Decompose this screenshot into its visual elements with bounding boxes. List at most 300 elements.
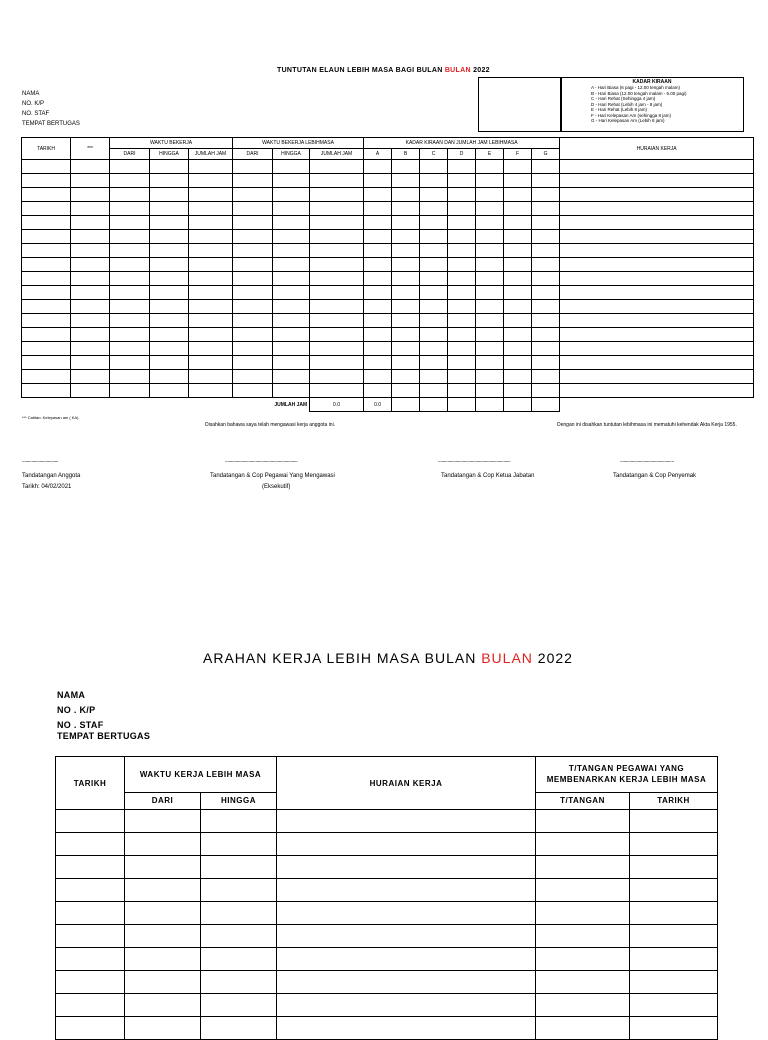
claim-cell[interactable]: [233, 356, 273, 370]
claim-cell[interactable]: [273, 258, 310, 272]
claim-cell[interactable]: [22, 328, 71, 342]
claim-cell[interactable]: [110, 286, 150, 300]
claim-cell[interactable]: [476, 328, 504, 342]
claim-cell[interactable]: [273, 342, 310, 356]
claim-cell[interactable]: [420, 370, 448, 384]
claim-cell[interactable]: [560, 328, 754, 342]
claim-cell[interactable]: [189, 174, 233, 188]
claim-cell[interactable]: [532, 272, 560, 286]
claim-cell[interactable]: [448, 202, 476, 216]
claim-cell[interactable]: [532, 230, 560, 244]
claim-cell[interactable]: [560, 286, 754, 300]
order-cell[interactable]: [277, 925, 536, 948]
order-cell[interactable]: [277, 948, 536, 971]
claim-cell[interactable]: [110, 384, 150, 398]
claim-cell[interactable]: [189, 160, 233, 174]
claim-cell[interactable]: [420, 384, 448, 398]
order-cell[interactable]: [56, 879, 125, 902]
claim-cell[interactable]: [560, 384, 754, 398]
claim-cell[interactable]: [150, 314, 189, 328]
claim-cell[interactable]: [22, 370, 71, 384]
claim-cell[interactable]: [504, 174, 532, 188]
claim-cell[interactable]: [22, 286, 71, 300]
claim-cell[interactable]: [310, 328, 364, 342]
claim-cell[interactable]: [420, 160, 448, 174]
order-cell[interactable]: [56, 902, 125, 925]
claim-cell[interactable]: [71, 272, 110, 286]
claim-cell[interactable]: [273, 188, 310, 202]
claim-cell[interactable]: [476, 286, 504, 300]
claim-cell[interactable]: [189, 230, 233, 244]
claim-cell[interactable]: [448, 160, 476, 174]
claim-cell[interactable]: [504, 300, 532, 314]
claim-cell[interactable]: [150, 300, 189, 314]
claim-cell[interactable]: [560, 370, 754, 384]
claim-cell[interactable]: [110, 160, 150, 174]
claim-cell[interactable]: [420, 272, 448, 286]
claim-cell[interactable]: [273, 244, 310, 258]
claim-cell[interactable]: [189, 258, 233, 272]
claim-cell[interactable]: [392, 216, 420, 230]
order-cell[interactable]: [125, 994, 201, 1017]
order-cell[interactable]: [201, 948, 277, 971]
claim-cell[interactable]: [504, 356, 532, 370]
claim-cell[interactable]: [364, 384, 392, 398]
claim-cell[interactable]: [273, 370, 310, 384]
order-cell[interactable]: [56, 833, 125, 856]
claim-cell[interactable]: [22, 314, 71, 328]
claim-cell[interactable]: [71, 328, 110, 342]
claim-cell[interactable]: [233, 300, 273, 314]
claim-cell[interactable]: [560, 230, 754, 244]
claim-cell[interactable]: [532, 342, 560, 356]
claim-cell[interactable]: [476, 300, 504, 314]
claim-cell[interactable]: [22, 384, 71, 398]
claim-cell[interactable]: [310, 314, 364, 328]
claim-cell[interactable]: [532, 216, 560, 230]
claim-cell[interactable]: [560, 188, 754, 202]
claim-cell[interactable]: [448, 272, 476, 286]
claim-cell[interactable]: [310, 258, 364, 272]
claim-cell[interactable]: [273, 272, 310, 286]
claim-cell[interactable]: [448, 286, 476, 300]
claim-cell[interactable]: [110, 244, 150, 258]
claim-cell[interactable]: [150, 286, 189, 300]
order-cell[interactable]: [536, 833, 630, 856]
claim-cell[interactable]: [532, 202, 560, 216]
claim-cell[interactable]: [310, 300, 364, 314]
order-cell[interactable]: [536, 1017, 630, 1040]
claim-cell[interactable]: [392, 328, 420, 342]
claim-cell[interactable]: [364, 356, 392, 370]
claim-cell[interactable]: [364, 202, 392, 216]
claim-cell[interactable]: [420, 188, 448, 202]
claim-cell[interactable]: [504, 272, 532, 286]
claim-cell[interactable]: [476, 202, 504, 216]
claim-cell[interactable]: [476, 370, 504, 384]
claim-cell[interactable]: [364, 328, 392, 342]
claim-cell[interactable]: [448, 174, 476, 188]
claim-cell[interactable]: [420, 314, 448, 328]
claim-cell[interactable]: [532, 384, 560, 398]
claim-cell[interactable]: [364, 342, 392, 356]
order-cell[interactable]: [536, 902, 630, 925]
order-cell[interactable]: [536, 971, 630, 994]
claim-cell[interactable]: [189, 244, 233, 258]
order-cell[interactable]: [630, 902, 718, 925]
claim-cell[interactable]: [560, 244, 754, 258]
claim-cell[interactable]: [71, 384, 110, 398]
claim-cell[interactable]: [233, 244, 273, 258]
claim-cell[interactable]: [504, 244, 532, 258]
order-cell[interactable]: [201, 856, 277, 879]
claim-cell[interactable]: [150, 174, 189, 188]
claim-cell[interactable]: [364, 230, 392, 244]
order-cell[interactable]: [536, 810, 630, 833]
claim-cell[interactable]: [22, 300, 71, 314]
claim-cell[interactable]: [22, 230, 71, 244]
claim-cell[interactable]: [310, 188, 364, 202]
order-cell[interactable]: [630, 856, 718, 879]
order-cell[interactable]: [125, 948, 201, 971]
claim-cell[interactable]: [392, 160, 420, 174]
claim-cell[interactable]: [448, 300, 476, 314]
claim-cell[interactable]: [233, 342, 273, 356]
claim-cell[interactable]: [150, 202, 189, 216]
claim-cell[interactable]: [560, 202, 754, 216]
claim-cell[interactable]: [310, 356, 364, 370]
order-cell[interactable]: [125, 902, 201, 925]
claim-cell[interactable]: [310, 230, 364, 244]
order-cell[interactable]: [536, 948, 630, 971]
order-cell[interactable]: [56, 925, 125, 948]
claim-cell[interactable]: [71, 370, 110, 384]
claim-cell[interactable]: [476, 258, 504, 272]
claim-cell[interactable]: [560, 314, 754, 328]
claim-cell[interactable]: [310, 174, 364, 188]
claim-cell[interactable]: [504, 160, 532, 174]
claim-cell[interactable]: [189, 216, 233, 230]
claim-cell[interactable]: [71, 314, 110, 328]
order-cell[interactable]: [56, 994, 125, 1017]
claim-cell[interactable]: [392, 314, 420, 328]
claim-cell[interactable]: [233, 188, 273, 202]
claim-cell[interactable]: [273, 300, 310, 314]
claim-cell[interactable]: [71, 342, 110, 356]
order-cell[interactable]: [56, 971, 125, 994]
order-cell[interactable]: [125, 879, 201, 902]
claim-cell[interactable]: [532, 258, 560, 272]
order-cell[interactable]: [536, 879, 630, 902]
claim-cell[interactable]: [189, 342, 233, 356]
claim-cell[interactable]: [476, 384, 504, 398]
claim-cell[interactable]: [392, 258, 420, 272]
claim-cell[interactable]: [420, 328, 448, 342]
claim-cell[interactable]: [448, 230, 476, 244]
claim-cell[interactable]: [560, 216, 754, 230]
claim-cell[interactable]: [189, 356, 233, 370]
claim-cell[interactable]: [532, 160, 560, 174]
claim-cell[interactable]: [273, 328, 310, 342]
order-cell[interactable]: [56, 1017, 125, 1040]
claim-cell[interactable]: [150, 230, 189, 244]
claim-cell[interactable]: [310, 160, 364, 174]
claim-cell[interactable]: [364, 188, 392, 202]
claim-cell[interactable]: [233, 216, 273, 230]
claim-cell[interactable]: [560, 272, 754, 286]
claim-cell[interactable]: [22, 342, 71, 356]
claim-cell[interactable]: [273, 384, 310, 398]
claim-cell[interactable]: [233, 314, 273, 328]
order-cell[interactable]: [201, 1017, 277, 1040]
claim-cell[interactable]: [420, 230, 448, 244]
claim-cell[interactable]: [110, 356, 150, 370]
order-cell[interactable]: [201, 994, 277, 1017]
order-cell[interactable]: [630, 948, 718, 971]
claim-cell[interactable]: [448, 188, 476, 202]
claim-cell[interactable]: [532, 244, 560, 258]
claim-cell[interactable]: [364, 300, 392, 314]
order-cell[interactable]: [56, 856, 125, 879]
order-cell[interactable]: [125, 971, 201, 994]
claim-cell[interactable]: [273, 286, 310, 300]
claim-cell[interactable]: [448, 384, 476, 398]
claim-cell[interactable]: [504, 328, 532, 342]
claim-cell[interactable]: [71, 244, 110, 258]
claim-cell[interactable]: [22, 244, 71, 258]
order-cell[interactable]: [201, 902, 277, 925]
claim-cell[interactable]: [71, 286, 110, 300]
claim-cell[interactable]: [476, 230, 504, 244]
claim-cell[interactable]: [233, 202, 273, 216]
claim-cell[interactable]: [504, 384, 532, 398]
claim-cell[interactable]: [560, 342, 754, 356]
claim-cell[interactable]: [392, 342, 420, 356]
order-cell[interactable]: [536, 994, 630, 1017]
claim-cell[interactable]: [150, 244, 189, 258]
claim-cell[interactable]: [273, 216, 310, 230]
claim-cell[interactable]: [22, 258, 71, 272]
claim-cell[interactable]: [110, 216, 150, 230]
claim-cell[interactable]: [233, 272, 273, 286]
claim-cell[interactable]: [560, 160, 754, 174]
claim-cell[interactable]: [71, 230, 110, 244]
order-cell[interactable]: [125, 810, 201, 833]
claim-cell[interactable]: [310, 286, 364, 300]
claim-cell[interactable]: [420, 244, 448, 258]
claim-cell[interactable]: [532, 300, 560, 314]
order-cell[interactable]: [536, 925, 630, 948]
order-cell[interactable]: [536, 856, 630, 879]
claim-cell[interactable]: [71, 202, 110, 216]
claim-cell[interactable]: [420, 356, 448, 370]
order-cell[interactable]: [277, 902, 536, 925]
claim-cell[interactable]: [189, 272, 233, 286]
claim-cell[interactable]: [420, 216, 448, 230]
claim-cell[interactable]: [233, 286, 273, 300]
claim-cell[interactable]: [310, 384, 364, 398]
claim-cell[interactable]: [150, 328, 189, 342]
claim-cell[interactable]: [532, 356, 560, 370]
claim-cell[interactable]: [110, 328, 150, 342]
claim-cell[interactable]: [420, 258, 448, 272]
order-cell[interactable]: [125, 925, 201, 948]
claim-cell[interactable]: [476, 174, 504, 188]
claim-cell[interactable]: [532, 174, 560, 188]
claim-cell[interactable]: [420, 300, 448, 314]
claim-cell[interactable]: [392, 230, 420, 244]
claim-cell[interactable]: [532, 286, 560, 300]
order-cell[interactable]: [630, 1017, 718, 1040]
claim-cell[interactable]: [310, 216, 364, 230]
claim-cell[interactable]: [273, 356, 310, 370]
claim-cell[interactable]: [310, 244, 364, 258]
claim-cell[interactable]: [420, 174, 448, 188]
claim-cell[interactable]: [189, 328, 233, 342]
claim-cell[interactable]: [22, 188, 71, 202]
claim-cell[interactable]: [504, 202, 532, 216]
order-cell[interactable]: [277, 833, 536, 856]
claim-cell[interactable]: [110, 202, 150, 216]
claim-cell[interactable]: [364, 160, 392, 174]
order-cell[interactable]: [277, 994, 536, 1017]
order-cell[interactable]: [277, 879, 536, 902]
claim-cell[interactable]: [364, 258, 392, 272]
claim-cell[interactable]: [233, 370, 273, 384]
order-cell[interactable]: [277, 971, 536, 994]
order-cell[interactable]: [56, 948, 125, 971]
claim-cell[interactable]: [448, 356, 476, 370]
claim-cell[interactable]: [364, 314, 392, 328]
claim-cell[interactable]: [476, 342, 504, 356]
claim-cell[interactable]: [560, 174, 754, 188]
claim-cell[interactable]: [504, 342, 532, 356]
claim-cell[interactable]: [150, 356, 189, 370]
claim-cell[interactable]: [364, 286, 392, 300]
claim-cell[interactable]: [364, 216, 392, 230]
claim-cell[interactable]: [110, 342, 150, 356]
claim-cell[interactable]: [22, 272, 71, 286]
claim-cell[interactable]: [476, 356, 504, 370]
claim-cell[interactable]: [150, 384, 189, 398]
claim-cell[interactable]: [448, 342, 476, 356]
claim-cell[interactable]: [150, 342, 189, 356]
claim-cell[interactable]: [233, 258, 273, 272]
claim-cell[interactable]: [476, 188, 504, 202]
claim-cell[interactable]: [392, 272, 420, 286]
claim-cell[interactable]: [71, 300, 110, 314]
order-cell[interactable]: [630, 833, 718, 856]
order-cell[interactable]: [630, 810, 718, 833]
claim-cell[interactable]: [273, 202, 310, 216]
claim-cell[interactable]: [273, 230, 310, 244]
claim-cell[interactable]: [150, 272, 189, 286]
claim-cell[interactable]: [392, 286, 420, 300]
order-cell[interactable]: [125, 1017, 201, 1040]
claim-cell[interactable]: [364, 174, 392, 188]
claim-cell[interactable]: [189, 202, 233, 216]
claim-cell[interactable]: [504, 370, 532, 384]
claim-cell[interactable]: [560, 356, 754, 370]
order-cell[interactable]: [630, 994, 718, 1017]
claim-cell[interactable]: [22, 174, 71, 188]
claim-cell[interactable]: [476, 314, 504, 328]
claim-cell[interactable]: [189, 188, 233, 202]
order-cell[interactable]: [630, 971, 718, 994]
claim-cell[interactable]: [392, 300, 420, 314]
claim-cell[interactable]: [71, 160, 110, 174]
claim-cell[interactable]: [476, 160, 504, 174]
order-cell[interactable]: [201, 833, 277, 856]
order-cell[interactable]: [201, 925, 277, 948]
claim-cell[interactable]: [420, 202, 448, 216]
claim-cell[interactable]: [71, 216, 110, 230]
claim-cell[interactable]: [110, 370, 150, 384]
order-cell[interactable]: [630, 925, 718, 948]
order-cell[interactable]: [277, 810, 536, 833]
claim-cell[interactable]: [71, 258, 110, 272]
claim-cell[interactable]: [392, 244, 420, 258]
claim-cell[interactable]: [110, 300, 150, 314]
claim-cell[interactable]: [504, 286, 532, 300]
order-cell[interactable]: [201, 810, 277, 833]
claim-cell[interactable]: [420, 342, 448, 356]
claim-cell[interactable]: [110, 272, 150, 286]
claim-cell[interactable]: [504, 314, 532, 328]
order-cell[interactable]: [125, 833, 201, 856]
claim-cell[interactable]: [233, 174, 273, 188]
order-cell[interactable]: [201, 879, 277, 902]
claim-cell[interactable]: [110, 314, 150, 328]
claim-cell[interactable]: [504, 258, 532, 272]
claim-cell[interactable]: [110, 188, 150, 202]
claim-cell[interactable]: [560, 258, 754, 272]
claim-cell[interactable]: [110, 230, 150, 244]
claim-cell[interactable]: [150, 258, 189, 272]
claim-cell[interactable]: [310, 272, 364, 286]
order-cell[interactable]: [277, 856, 536, 879]
claim-cell[interactable]: [273, 160, 310, 174]
claim-cell[interactable]: [392, 202, 420, 216]
order-cell[interactable]: [630, 879, 718, 902]
claim-cell[interactable]: [71, 188, 110, 202]
claim-cell[interactable]: [233, 230, 273, 244]
claim-cell[interactable]: [392, 356, 420, 370]
claim-cell[interactable]: [420, 286, 448, 300]
claim-cell[interactable]: [448, 370, 476, 384]
claim-cell[interactable]: [150, 370, 189, 384]
claim-cell[interactable]: [392, 384, 420, 398]
claim-cell[interactable]: [476, 272, 504, 286]
claim-cell[interactable]: [150, 160, 189, 174]
claim-cell[interactable]: [392, 370, 420, 384]
claim-cell[interactable]: [448, 216, 476, 230]
claim-cell[interactable]: [364, 272, 392, 286]
claim-cell[interactable]: [273, 314, 310, 328]
claim-cell[interactable]: [364, 370, 392, 384]
claim-cell[interactable]: [448, 328, 476, 342]
claim-cell[interactable]: [560, 300, 754, 314]
claim-cell[interactable]: [189, 384, 233, 398]
claim-cell[interactable]: [71, 174, 110, 188]
order-cell[interactable]: [56, 810, 125, 833]
claim-cell[interactable]: [189, 370, 233, 384]
claim-cell[interactable]: [310, 370, 364, 384]
claim-cell[interactable]: [476, 244, 504, 258]
claim-cell[interactable]: [71, 356, 110, 370]
order-cell[interactable]: [201, 971, 277, 994]
claim-cell[interactable]: [310, 342, 364, 356]
